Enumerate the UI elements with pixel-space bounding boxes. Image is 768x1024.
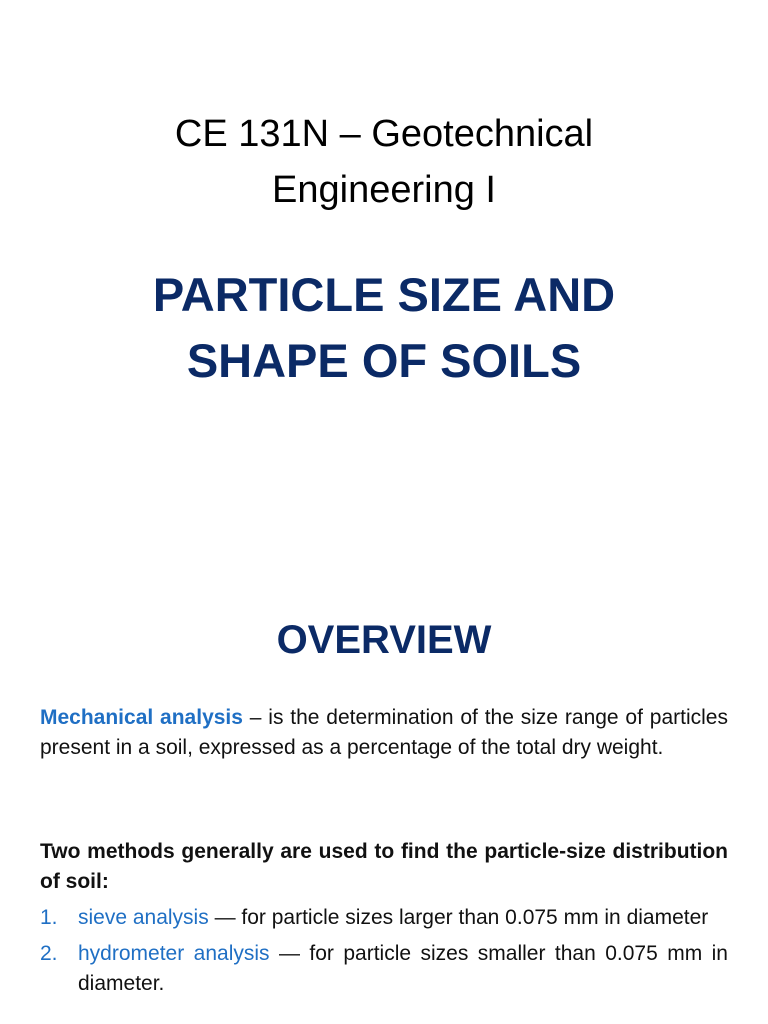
course-title-line-1: CE 131N – Geotechnical — [174, 113, 594, 155]
method-name: hydrometer analysis — [78, 942, 270, 965]
method-name: sieve analysis — [78, 906, 209, 929]
overview-heading: OVERVIEW — [276, 618, 492, 662]
list-item-number: 1. — [40, 906, 58, 929]
course-title-line-2: Engineering I — [272, 169, 496, 211]
document-title-line-1: PARTICLE SIZE AND — [152, 268, 616, 321]
methods-list — [40, 903, 728, 1005]
course-title — [0, 106, 768, 218]
list-item-body — [78, 939, 728, 999]
method-description: — for particle sizes larger than 0.075 mm in diameter — [208, 906, 709, 929]
list-item — [40, 939, 728, 999]
document-title-line-2: SHAPE OF SOILS — [186, 334, 582, 387]
list-item-number: 2. — [40, 942, 58, 965]
list-item — [40, 903, 728, 933]
mechanical-analysis-definition — [40, 703, 728, 763]
definition-text: – is the determination of the size range of particles present in a soil, expressed as a percentage of the total dry weight. — [40, 706, 728, 759]
methods-intro: Two methods generally are used to find the particle-size distribution of soil: — [40, 840, 728, 893]
definition-term: Mechanical analysis — [40, 706, 243, 729]
document-title — [0, 262, 768, 394]
list-item-body — [78, 903, 728, 933]
method-description: — for particle sizes smaller than 0.075 mm in diameter. — [78, 942, 728, 995]
